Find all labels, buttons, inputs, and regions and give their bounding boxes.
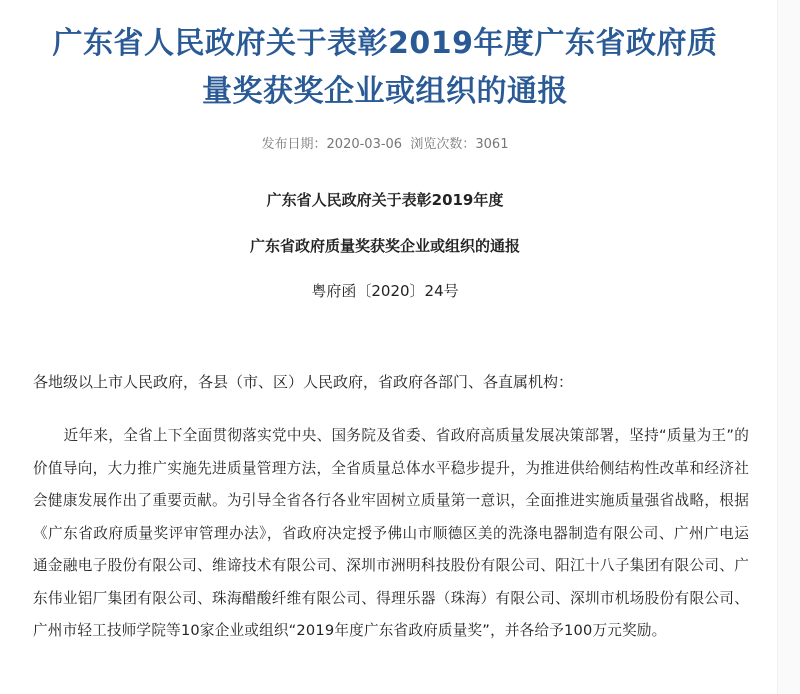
page-title-line-2: 量奖获奖企业或组织的通报 bbox=[202, 74, 568, 109]
document-number: 粤府函〔2020〕24号 bbox=[311, 282, 459, 300]
publish-date-label: 发布日期： bbox=[261, 137, 327, 152]
body-paragraph: 近年来，全省上下全面贯彻落实党中央、国务院及省委、省政府高质量发展决策部署，坚持“质量为王”的价值导向，大力推广实施先进质量管理方法，全省质量总体水平稳步提升，为推进供给侧结构性改革和经济社会健康发展作出了重要贡献。为引导全省各行各业牢固树立质量第一意识，全面推进实施质量强省战略，根据《广东省政府质量奖评审管理办法》，省政府决定授予佛山市顺德区美的洗涤电器制造有限公司、广州广电运通金融电子股份有限公司、维谛技术有限公司、深圳市洲明科技股份有限公司、阳江十八子集团有限公司、广东伟业铝厂集团有限公司、珠海醋酸纤维有限公司、得理乐器（珠海）有限公司、深圳市机场股份有限公司、广州市轻工技师学院等10家企业或组织“2019年度广东省政府质量奖”，并各给予100万元奖励。 bbox=[33, 427, 749, 639]
article-meta bbox=[0, 136, 770, 154]
document-heading-line-2: 广东省政府质量奖获奖企业或组织的通报 bbox=[249, 237, 520, 255]
document-heading-line-1: 广东省人民政府关于表彰2019年度 bbox=[266, 191, 504, 209]
views-label: 浏览次数： bbox=[410, 137, 476, 152]
page-title-line-1: 广东省人民政府关于表彰2019年度广东省政府质 bbox=[52, 26, 718, 61]
document-addressee: 各地级以上市人民政府，各县（市、区）人民政府，省政府各部门、各直属机构： bbox=[33, 373, 574, 391]
page-edge-strip bbox=[777, 0, 800, 694]
views-count: 3061 bbox=[475, 137, 509, 152]
publish-date: 2020-03-06 bbox=[326, 137, 403, 152]
